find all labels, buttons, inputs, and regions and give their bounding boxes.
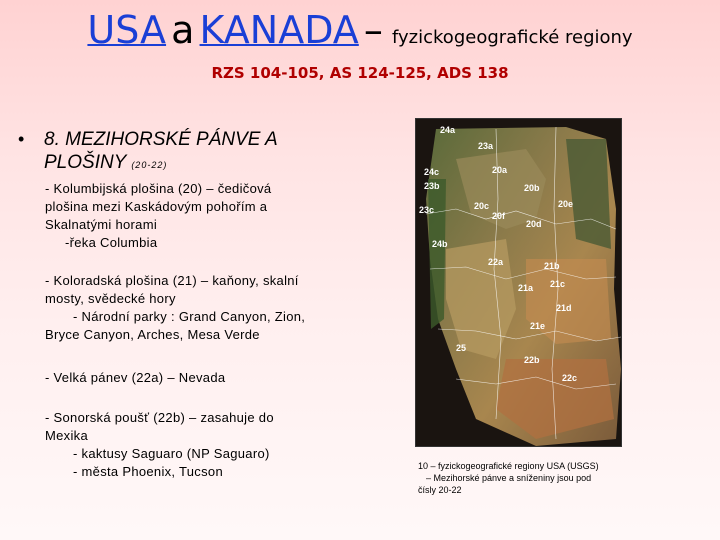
heading-range: (20-22): [131, 160, 168, 170]
map-label: 25: [456, 343, 467, 353]
item-colorado-plateau: [45, 272, 335, 344]
heading-text-2: PLOŠINY: [44, 152, 127, 173]
heading-line-2: [44, 151, 343, 177]
item-line: - kaktusy Saguaro (NP Saguaro): [73, 446, 270, 461]
map-label: 24b: [432, 239, 448, 249]
regions-map: [415, 118, 622, 447]
title-dash: –: [363, 8, 383, 52]
map-label: 20f: [492, 211, 506, 221]
map-label: 22b: [524, 355, 540, 365]
item-line: Bryce Canyon, Arches, Mesa Verde: [45, 327, 260, 342]
map-label: 21a: [518, 283, 534, 293]
map-label: 23a: [478, 141, 494, 151]
item-line: mosty, svědecké hory: [45, 291, 176, 306]
item-line: - Kolumbijská plošina (20) – čedičová: [45, 181, 272, 196]
item-line: - města Phoenix, Tucson: [73, 464, 223, 479]
map-label: 24c: [424, 167, 440, 177]
map-label: 21d: [556, 303, 572, 313]
item-line: Skalnatými horami: [45, 217, 158, 232]
map-label: 21e: [530, 321, 546, 331]
caption-line: – Mezihorské pánve a sníženiny jsou pod: [426, 473, 592, 483]
map-label: 20d: [526, 219, 542, 229]
item-line: plošina mezi Kaskádovým pohořím a: [45, 199, 268, 214]
title-link-usa[interactable]: USA: [87, 8, 167, 52]
map-label: 21b: [544, 261, 560, 271]
item-line: -řeka Columbia: [65, 235, 158, 250]
map-label: 21c: [550, 279, 566, 289]
title-conjunction: a: [171, 8, 195, 52]
map-label: 22a: [488, 257, 504, 267]
map-label: 23c: [419, 205, 435, 215]
item-sonoran-desert: [45, 409, 335, 481]
map-caption: [418, 460, 633, 496]
map-label: 20e: [558, 199, 574, 209]
item-line: - Velká pánev (22a) – Nevada: [45, 370, 226, 385]
item-line: Mexika: [45, 428, 88, 443]
caption-line: 10 – fyzickogeografické regiony USA (USGS): [418, 461, 599, 471]
region-coast: [428, 179, 446, 329]
map-label: 20b: [524, 183, 540, 193]
slide-title: [0, 8, 720, 52]
item-columbia-plateau: [45, 180, 335, 252]
title-suffix: fyzickogeografické regiony: [392, 27, 633, 48]
item-line: - Národní parky : Grand Canyon, Zion,: [73, 309, 306, 324]
map-label: 22c: [562, 373, 578, 383]
section-heading: [18, 128, 343, 177]
bullet-icon: •: [18, 129, 25, 149]
map-label: 20c: [474, 201, 490, 211]
map-label: 23b: [424, 181, 440, 191]
map-graphic: [416, 119, 621, 446]
map-label: 24a: [440, 125, 456, 135]
item-great-basin: [45, 369, 335, 387]
text-content: [18, 128, 343, 177]
title-link-kanada[interactable]: KANADA: [199, 8, 359, 52]
item-line: - Koloradská plošina (21) – kaňony, skalní: [45, 273, 299, 288]
caption-line: čísly 20-22: [418, 485, 462, 495]
item-line: - Sonorská poušť (22b) – zasahuje do: [45, 410, 274, 425]
map-label: 20a: [492, 165, 508, 175]
heading-line-1: 8. MEZIHORSKÉ PÁNVE A: [44, 129, 278, 150]
slide-subtitle: RZS 104-105, AS 124-125, ADS 138: [211, 64, 509, 82]
